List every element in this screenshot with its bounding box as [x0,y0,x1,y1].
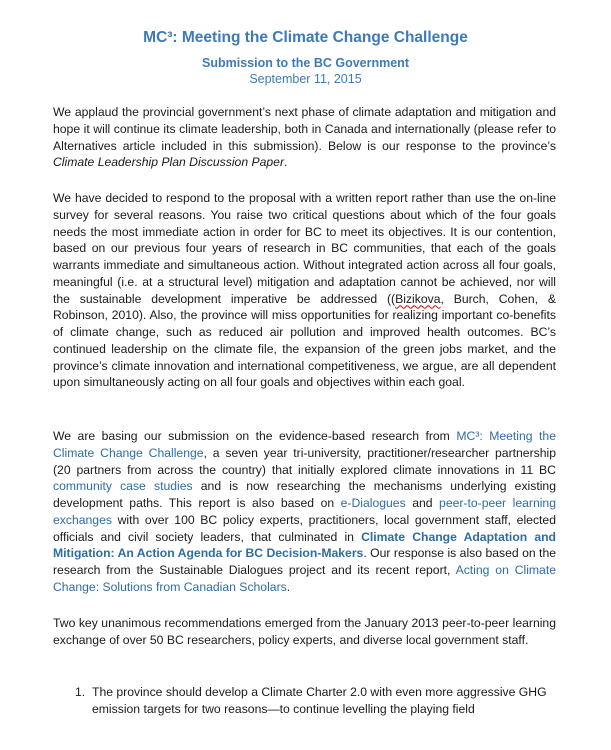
paragraph-approach-text: We have decided to respond to the proposal with a written report rather than use the on-line survey for several reasons. You raise two critical questions about which of the four goals needs the most immediate action in order for BC to meet its objectives. It is our contention, based on our previous four years of research in BC communities, that each of the goals warrants immediate and simultaneous action. Without integrated action across all four goals, meaningful (i.e. at a structural level) mitigation and adaptation cannot be achieved, nor will the sustainable development imperative be addressed (( [53,191,556,306]
paragraph-approach [53,190,556,391]
paragraph-basis-text-5: with over 100 BC policy experts, practitioners, local government staff, elected officials and civil society leaders, that culminated in [53,512,556,544]
link-peer-to-peer-exchanges[interactable]: peer-to-peer learning exchanges [53,496,556,527]
link-community-case-studies[interactable]: community case studies [53,479,193,494]
paragraph-recommendations: Two key unanimous recommendations emerged from the January 2013 peer-to-peer learning exchange of over 50 BC researchers, policy experts, and diverse local government staff. [53,616,556,647]
paragraph-basis-text-2: , a seven year tri-university, practitioner/researcher partnership (20 partners from across the country) that initially explored climate innovations in 11 BC [53,445,557,477]
paragraph-approach-rest: , Burch, Cohen, & Robinson, 2010). Also, the province will miss opportunities for realizing important co-benefits of climate change, such as reduced air pollution and improved health outcomes. BC’s continued leadership on the climate file, the expansion of the green jobs market, and the province’s climate innovation and international competitiveness, we argue, are all dependent upon simultaneously acting on all four goals and objectives within each goal. [53,291,556,390]
link-e-dialogues[interactable]: e-Dialogues [340,496,406,510]
document-date: September 11, 2015 [249,72,362,86]
list-item-number: 1. [75,685,86,699]
paragraph-basis [53,428,556,596]
link-action-agenda[interactable]: Climate Change Adaptation and Mitigation: An Action Agenda for BC Decision-Makers [53,529,556,561]
paragraph-intro [53,104,556,171]
paragraph-intro-end: . [284,155,288,170]
paragraph-intro-text: We applaud the provincial government’s next phase of climate adaptation and mitigation and hope it will continue its climate leadership, both in Canada and internationally (please refer to Alternatives article included in this submission). Below is our response to the province’s [53,105,556,153]
document-title: MC³: Meeting the Climate Change Challenge [143,29,468,46]
citation-author: Bizikova [395,291,441,306]
discussion-paper-title: Climate Leadership Plan Discussion Paper [53,155,285,170]
link-acting-on-climate-change[interactable]: Acting on Climate Change: Solutions from Canadian Scholars [53,563,557,594]
paragraph-basis-text: We are basing our submission on the evidence-based research from [53,429,457,443]
paragraph-basis-end: . [286,579,291,594]
paragraph-basis-text-4: and [405,496,440,510]
paragraph-basis-text-3: and is now researching the mechanisms underlying existing development paths. This report is also based on [53,479,556,510]
list-item: The province should develop a Climate Charter 2.0 with even more aggressive GHG emission targets for two reasons—to continue levelling the playing field [92,685,547,716]
document-subtitle: Submission to the BC Government [202,56,409,70]
link-mc3[interactable]: MC³: Meeting the Climate Change Challenge [53,429,556,460]
paragraph-basis-text-6: . Our response is also based on the research from the Sustainable Dialogues project and its recent report, [53,546,557,577]
